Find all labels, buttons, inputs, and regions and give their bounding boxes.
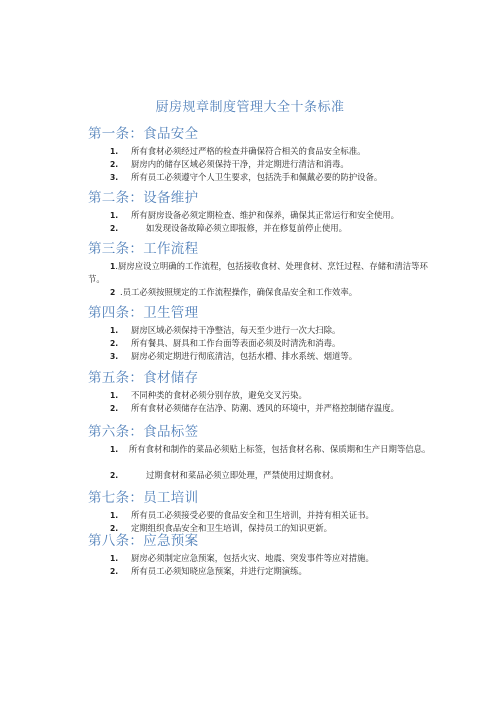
list-item (88, 145, 440, 158)
item-text: 所有员工必须接受必要的食品安全和卫生培训，并持有相关证书。 (131, 510, 374, 520)
item-number: 2. (110, 524, 119, 533)
section-staff-training (88, 488, 440, 535)
item-number: 2 (110, 288, 116, 297)
section-heading: 第四条：卫生管理 (88, 305, 199, 321)
item-text: 所有员工必须知晓应急预案，并进行定期演练。 (131, 566, 307, 576)
item-number: 1. (110, 511, 119, 520)
item-text: 所有员工必须遵守个人卫生要求，包括洗手和佩戴必要的防护设备。 (131, 172, 383, 182)
item-number: 1 (110, 262, 116, 271)
list-item (88, 158, 440, 171)
section-food-storage (88, 368, 440, 415)
item-text: .厨房应设立明确的工作流程，包括接收食材、处理食材、烹饪过程、存储和清洁等环节。 (88, 261, 428, 284)
section-emergency-plan (88, 531, 440, 578)
item-number: 2. (110, 224, 119, 233)
item-number: 2. (110, 567, 119, 576)
section-heading: 第二条：设备维护 (88, 190, 199, 206)
item-text: 所有餐具、厨具和工作台面等表面必须及时清洗和消毒。 (131, 338, 341, 348)
item-number: 1. (110, 445, 119, 454)
list-item (88, 469, 440, 482)
list-item (88, 209, 440, 222)
list-item (88, 324, 440, 337)
list-item (88, 171, 440, 184)
document-title: 厨房规章制度管理大全十条标准 (155, 100, 345, 115)
section-heading: 第八条：应急预案 (88, 533, 199, 549)
list-item (88, 286, 440, 299)
list-item (88, 260, 440, 286)
list-item (88, 565, 440, 578)
list-item (88, 402, 440, 415)
item-text: 如发现设备故障必须立即报修，并在修复前停止使用。 (146, 223, 347, 233)
item-number: 1. (110, 554, 119, 563)
section-heading: 第五条：食材储存 (88, 370, 199, 386)
item-text: .员工必须按照规定的工作流程操作，确保食品安全和工作效率。 (120, 287, 358, 297)
item-number: 1. (110, 326, 119, 335)
list-item (88, 389, 440, 402)
section-food-safety (88, 124, 440, 184)
list-item (88, 509, 440, 522)
section-workflow (88, 239, 440, 299)
list-item (88, 552, 440, 565)
section-heading: 第三条：工作流程 (88, 241, 199, 257)
list-item (88, 337, 440, 350)
section-heading: 第六条：食品标签 (88, 424, 199, 440)
item-text: 所有食材必须经过严格的检查并确保符合相关的食品安全标准。 (131, 146, 366, 156)
item-number: 1. (110, 391, 119, 400)
item-number: 1. (110, 211, 119, 220)
item-text: 所有食材必须储存在洁净、防潮、透风的环境中，并严格控制储存温度。 (131, 403, 399, 413)
item-text: 不同种类的食材必须分别存放，避免交叉污染。 (131, 390, 307, 400)
item-text: 所有厨房设备必须定期检查、维护和保养，确保其正常运行和安全使用。 (131, 210, 399, 220)
item-text: 过期食材和菜品必须立即处理，严禁使用过期食材。 (146, 470, 339, 480)
section-food-labels (88, 422, 440, 482)
item-number: 3. (110, 173, 119, 182)
item-number: 2. (110, 404, 119, 413)
item-text: 厨房必须定期进行彻底清洁，包括水槽、排水系统、烟道等。 (131, 351, 358, 361)
list-item (88, 350, 440, 363)
list-item (88, 222, 440, 235)
item-number: 3. (110, 352, 119, 361)
item-number: 2. (110, 160, 119, 169)
item-number: 2. (110, 471, 119, 480)
item-text: 定期组织食品安全和卫生培训，保持员工的知识更新。 (131, 523, 332, 533)
item-text: 厨房区域必须保持干净整洁，每天至少进行一次大扫除。 (131, 325, 341, 335)
section-equipment-maintenance (88, 188, 440, 235)
section-hygiene-management (88, 303, 440, 363)
item-text: 所有食材和制作的菜品必须贴上标签，包括食材名称、保质期和生产日期等信息。 (128, 444, 431, 454)
item-number: 2. (110, 339, 119, 348)
section-heading: 第一条：食品安全 (88, 126, 199, 142)
section-heading: 第七条：员工培训 (88, 490, 199, 506)
item-text: 厨房必须制定应急预案，包括火灾、地震、突发事件等应对措施。 (131, 553, 374, 563)
item-number: 1. (110, 147, 119, 156)
item-text: 厨房内的储存区域必须保持干净，并定期进行清洁和消毒。 (131, 159, 349, 169)
list-item (88, 443, 440, 469)
